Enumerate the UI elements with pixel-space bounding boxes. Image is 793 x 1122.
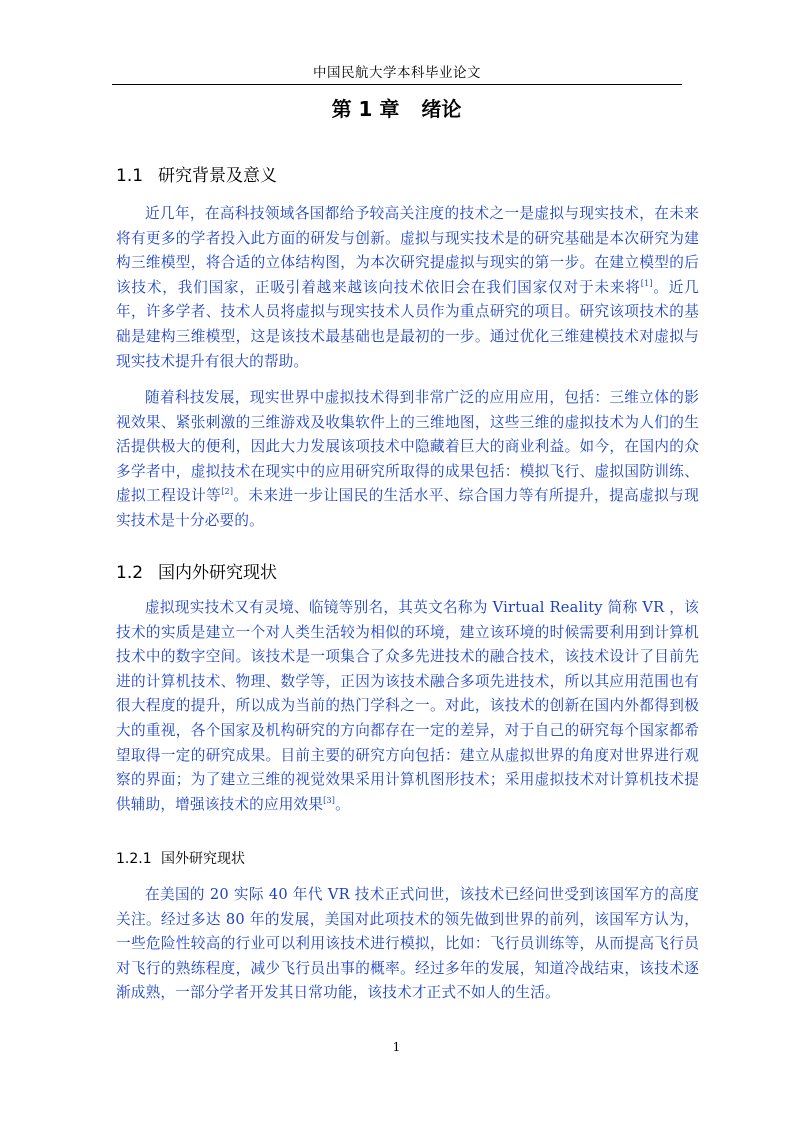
- chapter-title: 绪论: [421, 97, 462, 121]
- section-heading-1-1: [116, 164, 277, 188]
- page-number: 1: [392, 1040, 401, 1054]
- page-header: 中国民航大学本科毕业论文: [313, 65, 481, 81]
- paragraph-1-1-b: 随着科技发展，现实世界中虚拟技术得到非常广泛的应用应用，包括：三维立体的影视效果、紧张刺激的三维游戏及收集软件上的三维地图，这些三维的虚拟技术为人们的生活提供极大的便利，因此大力发展该项技术中隐藏着巨大的商业利益。如今，在国内的众多学者中，虚拟技术在现实中的应用研究所取得的成果包括：模拟飞行、虚拟国防训练、虚拟工程设计等[2]。未来进一步让国民的生活水平、综合国力等有所提升，提高虚拟与现实技术是十分必要的。: [116, 389, 700, 529]
- subsection-title: 国外研究现状: [161, 851, 245, 867]
- citation: [2]: [221, 487, 234, 497]
- paragraph-1-1-a: 近几年，在高科技领域各国都给予较高关注度的技术之一是虚拟与现实技术，在未来将有更多的学者投入此方面的研发与创新。虚拟与现实技术是的研究基础是本次研究为建构三维模型，将合适的立体结构图，为本次研究提虚拟与现实的第一步。在建立模型的后该技术，我们国家，正吸引着越来越该向技术依旧会在我们国家仅对于未来将[1]。近几年，许多学者、技术人员将虚拟与现实技术人员作为重点研究的项目。研究该项技术的基础是建构三维模型，这是该技术最基础也是最初的一步。通过优化三维建模技术对虚拟与现实技术提升有很大的帮助。: [116, 205, 699, 370]
- chapter-number: 第 1 章: [331, 97, 400, 121]
- citation: [3]: [323, 795, 336, 805]
- citation: [1]: [640, 278, 653, 288]
- subsection-heading-1-2-1: [116, 849, 245, 869]
- subsection-number: 1.2.1: [116, 851, 152, 867]
- section-number: 1.1: [116, 166, 144, 186]
- paragraph-1-2-a: 虚拟现实技术又有灵境、临镜等别名，其英文名称为 Virtual Reality 简称 VR ，该技术的实质是建立一个对人类生活较为相似的环境，建立该环境的时候需要利用到计算机技术中的数字空间。该技术是一项集合了众多先进技术的融合技术，该技术设计了目前先进的计算机技术、物理、数学等，正因为该技术融合多项先进技术，所以其应用范围也有很大程度的提升，所以成为当前的热门学科之一。对此，该技术的创新在国内外都得到极大的重视，各个国家及机构研究的方向都存在一定的差异，对于自己的研究每个国家都希望取得一定的研究成果。目前主要的研究方向包括：建立从虚拟世界的角度对世界进行观察的界面；为了建立三维的视觉效果采用计算机图形技术；采用虚拟技术对计算机技术提供辅助，增强该技术的应用效果[3]。: [116, 599, 699, 813]
- section-title: 研究背景及意义: [158, 166, 277, 186]
- chapter-heading: [0, 95, 793, 123]
- paragraph-1-2-1-a: 在美国的 20 实际 40 年代 VR 技术正式问世，该技术已经问世受到该国军方的高度关注。经过多达 80 年的发展，美国对此项技术的领先做到世界的前列，该国军方认为，一些危险性较高的行业可以利用该技术进行模拟，比如：飞行员训练等，从而提高飞行员对飞行的熟练程度，减少飞行员出事的概率。经过多年的发展，知道冷战结束，该技术逐渐成熟，一部分学者开发其日常功能，该技术才正式不如人的生活。: [116, 886, 699, 1002]
- section-number: 1.2: [116, 563, 144, 583]
- header-rule: [112, 84, 682, 85]
- section-heading-1-2: [116, 561, 277, 585]
- section-title: 国内外研究现状: [158, 563, 277, 583]
